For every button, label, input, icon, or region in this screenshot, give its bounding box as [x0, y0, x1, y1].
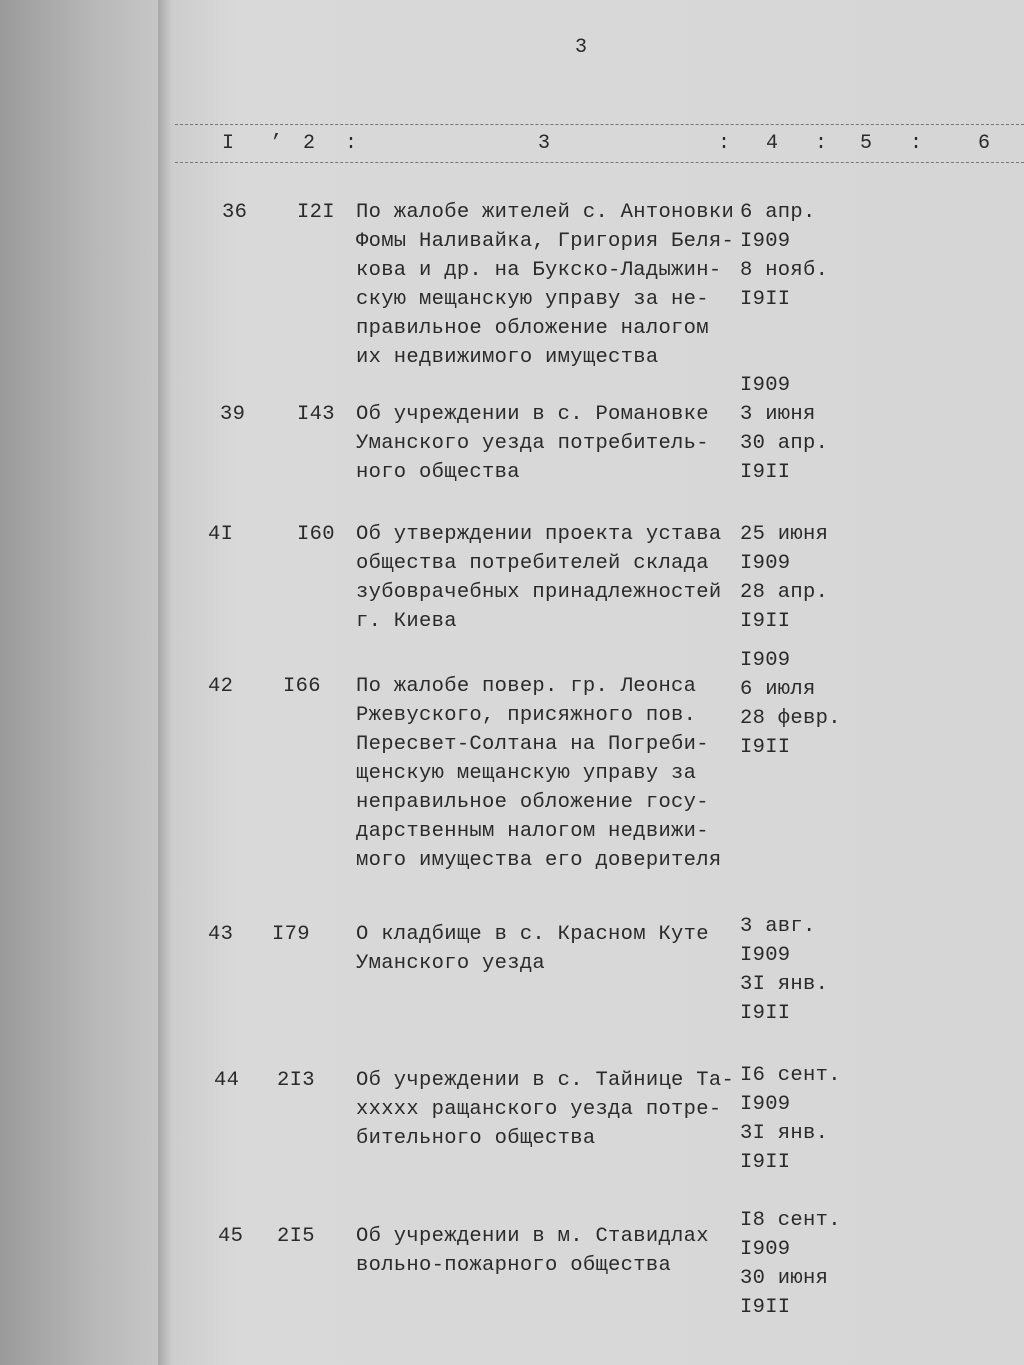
col-sep: : — [345, 132, 358, 155]
description-line: Уманского уезда — [356, 952, 546, 975]
header-rule-top — [175, 124, 1024, 125]
file-number: 2I5 — [277, 1225, 315, 1248]
date-line: I9II — [740, 1296, 791, 1319]
date-line: 28 апр. — [740, 581, 829, 604]
date-line: 6 апр. — [740, 201, 816, 224]
col-header-5: 5 — [860, 132, 873, 155]
date-line: I9II — [740, 1002, 791, 1025]
item-dates — [740, 198, 828, 314]
date-line: I909 — [740, 230, 791, 253]
description-line: Ржевуского, присяжного пов. — [356, 704, 697, 727]
date-line: I9II — [740, 610, 791, 633]
date-line: I909 — [740, 649, 791, 672]
col-sep: : — [815, 132, 828, 155]
item-description — [356, 1222, 709, 1280]
file-number: 2I3 — [277, 1069, 315, 1092]
col-header-6: 6 — [978, 132, 991, 155]
item-number: 44 — [214, 1069, 240, 1092]
description-line: По жалобе повер. гр. Леонса — [356, 675, 697, 698]
book-binding-shadow — [0, 0, 158, 1365]
item-number: 4I — [208, 523, 234, 546]
item-number: 39 — [220, 403, 246, 426]
description-line: Об учреждении в с. Романовке — [356, 403, 709, 426]
item-description — [356, 672, 721, 875]
item-number: 36 — [222, 201, 248, 224]
col-sep: : — [910, 132, 923, 155]
item-description — [356, 520, 721, 636]
date-line: I9II — [740, 1151, 791, 1174]
description-line: г. Киева — [356, 610, 457, 633]
description-line: вольно-пожарного общества — [356, 1254, 672, 1277]
item-description — [356, 920, 709, 978]
file-number: I66 — [283, 675, 321, 698]
date-line: I909 — [740, 552, 791, 575]
date-line: 30 апр. — [740, 432, 829, 455]
description-line: Уманского уезда потребитель- — [356, 432, 709, 455]
col-header-2: 2 — [303, 132, 316, 155]
date-line: 6 июля — [740, 678, 816, 701]
col-header-3: 3 — [538, 132, 551, 155]
description-line: По жалобе жителей с. Антоновки — [356, 201, 735, 224]
date-line: 25 июня — [740, 523, 829, 546]
item-dates — [740, 912, 828, 1028]
item-description — [356, 400, 709, 487]
date-line: 28 февр. — [740, 707, 841, 730]
item-dates — [740, 1206, 841, 1322]
description-line: общества потребителей склада — [356, 552, 709, 575]
description-line: бительного общества — [356, 1127, 596, 1150]
date-line: 3I янв. — [740, 1122, 829, 1145]
date-line: I9II — [740, 736, 791, 759]
date-line: 8 нояб. — [740, 259, 829, 282]
item-dates — [740, 520, 828, 636]
file-number: I79 — [272, 923, 310, 946]
date-line: 30 июня — [740, 1267, 829, 1290]
item-number: 45 — [218, 1225, 244, 1248]
description-line: мого имущества его доверителя — [356, 849, 722, 872]
file-number: I2I — [297, 201, 335, 224]
item-dates — [740, 371, 828, 487]
description-line: ного общества — [356, 461, 520, 484]
col-header-1: I — [222, 132, 235, 155]
date-line: I909 — [740, 1238, 791, 1261]
date-line: I909 — [740, 944, 791, 967]
date-line: I6 сент. — [740, 1064, 841, 1087]
item-number: 42 — [208, 675, 234, 698]
item-dates — [740, 646, 841, 762]
description-line: Фомы Наливайка, Григория Беля- — [356, 230, 735, 253]
description-line: Пересвет-Солтана на Погреби- — [356, 733, 709, 756]
item-dates — [740, 1061, 841, 1177]
item-description — [356, 1066, 734, 1153]
item-number: 43 — [208, 923, 234, 946]
date-line: I9II — [740, 288, 791, 311]
date-line: 3 июня — [740, 403, 816, 426]
date-line: I9II — [740, 461, 791, 484]
description-line: xxxxx ращанского уезда потре- — [356, 1098, 722, 1121]
col-sep: : — [718, 132, 731, 155]
description-line: Об учреждении в с. Тайнице Та- — [356, 1069, 735, 1092]
description-line: неправильное обложение госу- — [356, 791, 709, 814]
date-line: I8 сент. — [740, 1209, 841, 1232]
item-description — [356, 198, 734, 372]
date-line: I909 — [740, 1093, 791, 1116]
description-line: их недвижимого имущества — [356, 346, 659, 369]
date-line: 3I янв. — [740, 973, 829, 996]
description-line: дарственным налогом недвижи- — [356, 820, 709, 843]
description-line: Об утверждении проекта устава — [356, 523, 722, 546]
header-rule-bottom — [175, 162, 1024, 163]
date-line: 3 авг. — [740, 915, 816, 938]
file-number: I43 — [297, 403, 335, 426]
description-line: Об учреждении в м. Ставидлах — [356, 1225, 709, 1248]
page-number: 3 — [575, 36, 588, 59]
col-header-4: 4 — [766, 132, 779, 155]
description-line: О кладбище в с. Красном Куте — [356, 923, 709, 946]
description-line: кова и др. на Букско-Ладыжин- — [356, 259, 722, 282]
description-line: скую мещанскую управу за не- — [356, 288, 709, 311]
description-line: правильное обложение налогом — [356, 317, 709, 340]
col-sep: ’ — [270, 132, 283, 155]
description-line: щенскую мещанскую управу за — [356, 762, 697, 785]
description-line: зубоврачебных принадлежностей — [356, 581, 722, 604]
date-line: I909 — [740, 374, 791, 397]
file-number: I60 — [297, 523, 335, 546]
